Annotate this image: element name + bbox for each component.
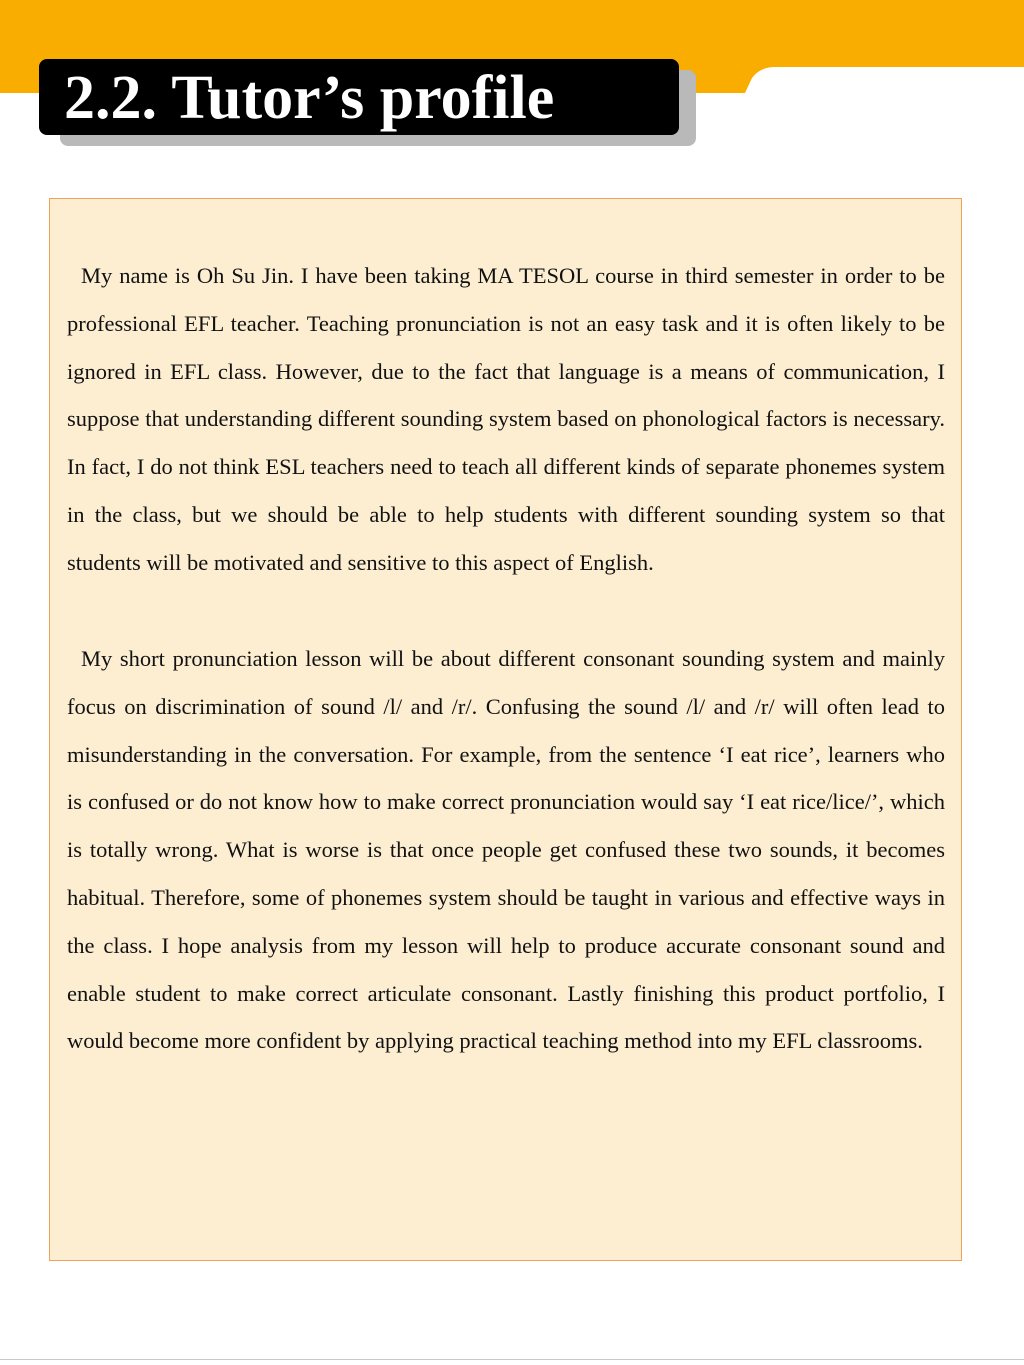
bottom-divider [0,1359,1024,1360]
profile-paragraph-2: My short pronunciation lesson will be about different consonant sounding system and mainly focus on discrimination of sound /l/ and /r/. Confusing the sound /l/ and /r/ will often lead to misunderstanding in the conversation. For example, from the sentence ‘I eat rice’, learners who is confused or do not know how to make correct pronunciation would say ‘I eat rice/lice/’, which is totally wrong. What is worse is that once people get confused these two sounds, it becomes habitual. Therefore, some of phonemes system should be taught in various and effective ways in the class. I hope analysis from my lesson will help to produce accurate consonant sound and enable student to make correct articulate consonant. Lastly finishing this product portfolio, I would become more confident by applying practical teaching method into my EFL classrooms. [67,646,945,1054]
page-title: 2.2. Tutor’s profile [64,64,555,132]
profile-paragraph-1: My name is Oh Su Jin. I have been taking MA TESOL course in third semester in order to be professional EFL teacher. Teaching pronunciation is not an easy task and it is often likely to be ignored in EFL class. However, due to the fact that language is a means of communication, I suppose that understanding different sounding system based on phonological factors is necessary. In fact, I do not think ESL teachers need to teach all different kinds of separate phonemes system in the class, but we should be able to help students with different sounding system so that students will be motivated and sensitive to this aspect of English. [67,263,945,575]
